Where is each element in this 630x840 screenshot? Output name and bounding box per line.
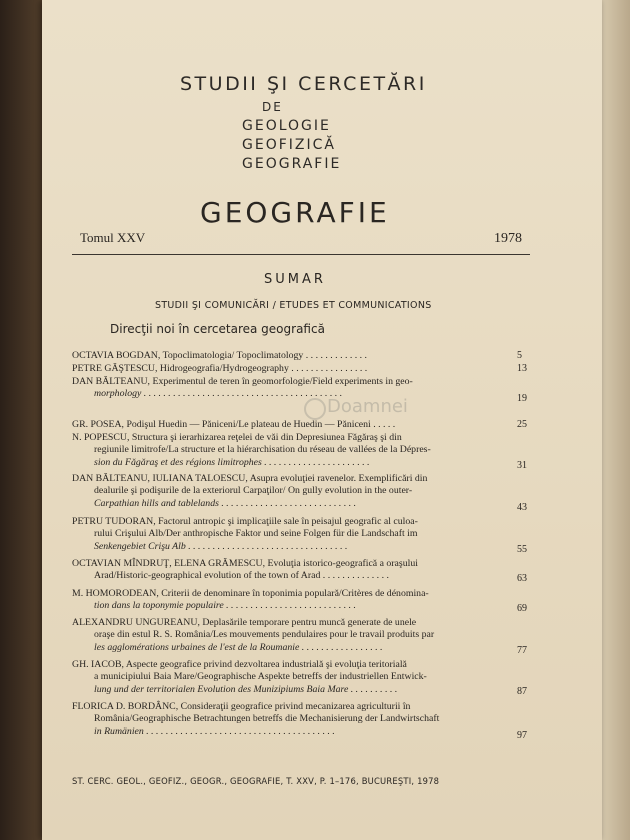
entry-line: România/Geographische Betrachtungen betreffs die Mechanisierung der Landwirtschaft [94, 713, 440, 725]
background-left [0, 0, 44, 840]
entry-line: GR. POSEA, Podişul Huedin — Păniceni/Le plateau de Huedin — Păniceni . . . . . [72, 419, 396, 430]
summary-subtitle: STUDII ŞI COMUNICĂRI / ETUDES ET COMMUNICATIONS [155, 300, 432, 311]
entry-page: 43 [517, 502, 527, 513]
entry-line: sion du Făgăraş et des régions limitrophes . . . . . . . . . . . . . . . . . . . . . . [94, 456, 370, 468]
journal-title: STUDII ŞI CERCETĂRI [180, 73, 427, 95]
series-title: GEOGRAFIE [200, 196, 390, 229]
entry-line: lung und der territorialen Evolution des Munizipiums Baia Mare . . . . . . . . . . [94, 683, 398, 695]
section-heading: Direcţii noi în cercetarea geografică [110, 322, 325, 336]
background-right [600, 0, 630, 840]
entry-line: in Rumänien . . . . . . . . . . . . . . . . . . . . . . . . . . . . . . . . . . . . . . . [94, 725, 335, 737]
toc-entry [72, 419, 522, 431]
entry-line: M. HOMORODEAN, Criterii de denominare în toponimia populară/Critères de dénomina- [72, 588, 429, 599]
toc-entry [72, 558, 522, 583]
footer-citation: ST. CERC. GEOL., GEOFIZ., GEOGR., GEOGRAFIE, T. XXV, P. 1–176, BUCUREŞTI, 1978 [72, 776, 440, 786]
entry-line: Carpathian hills and tablelands . . . . . . . . . . . . . . . . . . . . . . . . . . . . [94, 497, 357, 509]
entry-line: tion dans la toponymie populaire . . . . . . . . . . . . . . . . . . . . . . . . . . . [94, 600, 356, 612]
entry-page: 13 [517, 363, 527, 374]
entry-page: 87 [517, 686, 527, 697]
entry-line: ALEXANDRU UNGUREANU, Deplasările temporare pentru muncă generate de unele [72, 617, 417, 628]
toc-entry [72, 701, 522, 738]
document-page [42, 0, 602, 840]
toc-entry [72, 588, 522, 613]
entry-page: 97 [517, 730, 527, 741]
header-divider [72, 254, 530, 255]
entry-line: N. POPESCU, Structura şi ierarhizarea reţelei de văi din Depresiunea Făgăraş şi din [72, 432, 402, 443]
journal-title-geofizica: GEOFIZICĂ [242, 137, 336, 153]
watermark: Doamnei [327, 396, 408, 417]
entry-page: 25 [517, 419, 527, 430]
toc-entry [72, 432, 522, 469]
journal-title-geologie: GEOLOGIE [242, 118, 331, 134]
entry-line: PETRE GĂŞTESCU, Hidrogeografia/Hydrogeography . . . . . . . . . . . . . . . . [72, 363, 368, 374]
entry-line: oraşe din estul R. S. România/Les mouvements pendulaires pour le travail produits par [94, 629, 435, 641]
entry-line: a municipiului Baia Mare/Geographische Aspekte betreffs der industriellen Entwick- [94, 671, 427, 683]
toc-entry [72, 516, 522, 553]
entry-line: regiunile limitrofe/La structure et la hiérarchisation du réseau de vallées de la Dépres- [94, 444, 431, 456]
entry-page: 5 [517, 350, 522, 361]
toc-entry [72, 376, 522, 401]
entry-line: GH. IACOB, Aspecte geografice privind dezvoltarea industrială şi evoluţia teritorială [72, 659, 407, 670]
toc-entry [72, 617, 522, 654]
entry-page: 19 [517, 393, 527, 404]
toc-entry [72, 659, 522, 696]
watermark-icon [304, 398, 326, 420]
toc-entry [72, 363, 522, 375]
entry-page: 77 [517, 645, 527, 656]
volume-label: Tomul XXV [80, 230, 146, 245]
entry-page: 31 [517, 460, 527, 471]
entry-line: dealurile şi podişurile de la exteriorul Carpaţilor/ On gully evolution in the outer- [94, 485, 413, 497]
entry-line: DAN BĂLTEANU, Experimentul de teren în geomorfologie/Field experiments in geo- [72, 376, 413, 387]
toc-entry [72, 350, 522, 362]
journal-title-de: DE [262, 100, 283, 114]
entry-line: Senkengebiet Crişu Alb . . . . . . . . . . . . . . . . . . . . . . . . . . . . . . . . . [94, 540, 348, 552]
entry-line: OCTAVIA BOGDAN, Topoclimatologia/ Topoclimatology . . . . . . . . . . . . . [72, 350, 368, 361]
entry-line: morphology . . . . . . . . . . . . . . . . . . . . . . . . . . . . . . . . . . . . . . . . . [94, 388, 343, 400]
entry-page: 69 [517, 603, 527, 614]
entry-line: DAN BĂLTEANU, IULIANA TALOESCU, Asupra evoluţiei ravenelor. Exemplificări din [72, 473, 428, 484]
toc-entry [72, 473, 522, 510]
entry-line: OCTAVIAN MÎNDRUŢ, ELENA GRĂMESCU, Evoluţia istorico-geografică a oraşului [72, 558, 418, 569]
entry-line: FLORICA D. BORDÂNC, Consideraţii geografice privind mecanizarea agriculturii în [72, 701, 411, 712]
entry-line: PETRU TUDORAN, Factorul antropic şi implicaţiile sale în peisajul geografic al culoa- [72, 516, 418, 527]
entry-line: rului Crişului Alb/Der anthropische Faktor und seine Folgen für die Landschaft im [94, 528, 418, 540]
entry-page: 55 [517, 544, 527, 555]
journal-title-geografie: GEOGRAFIE [242, 156, 342, 172]
year-label: 1978 [494, 231, 522, 246]
entry-line: Arad/Historic-geographical evolution of the town of Arad . . . . . . . . . . . . . . [94, 570, 389, 582]
entry-page: 63 [517, 573, 527, 584]
summary-title: SUMAR [264, 272, 326, 287]
entry-line: les agglomérations urbaines de l'est de la Roumanie . . . . . . . . . . . . . . . . . [94, 641, 383, 653]
